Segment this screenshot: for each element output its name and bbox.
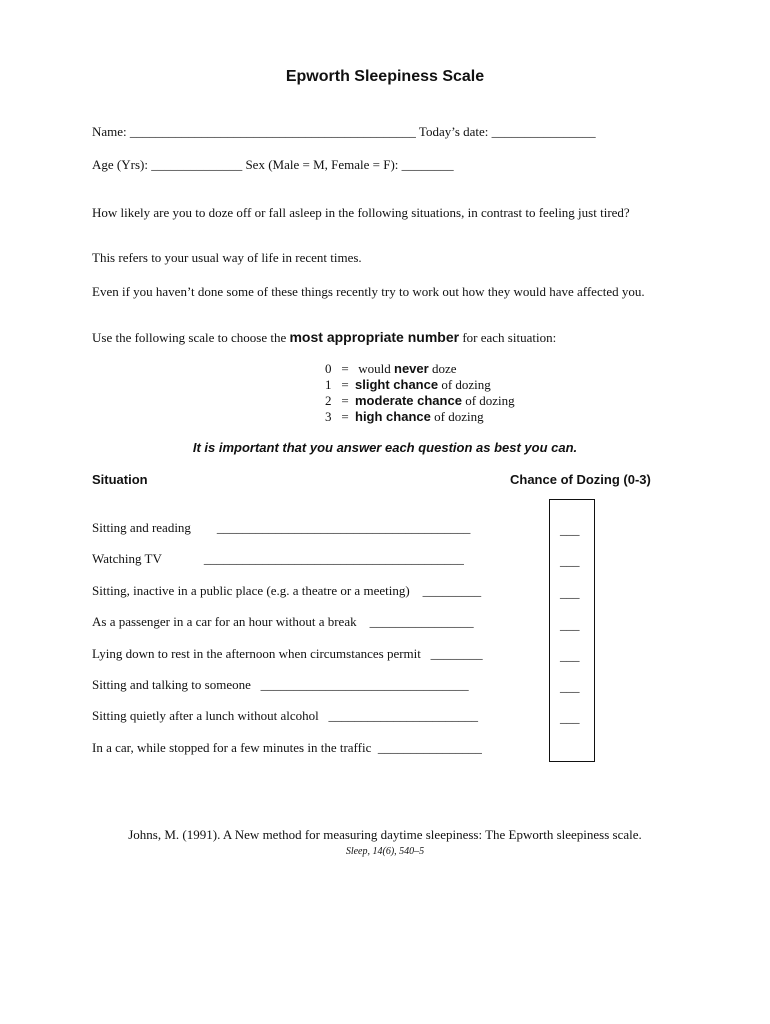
situation-item: Sitting and reading _______________________________________: [92, 520, 471, 535]
instruction-scale-tail: for each situation:: [459, 330, 557, 345]
scale-equals: =: [341, 409, 349, 424]
situation-item: Watching TV ________________________________________: [92, 551, 464, 566]
instruction-usual-life: This refers to your usual way of life in recent times.: [92, 250, 362, 265]
situation-item: Sitting, inactive in a public place (e.g. a theatre or a meeting) _________: [92, 583, 482, 598]
scale-row-1: [325, 377, 491, 393]
scale-number: 3: [325, 409, 332, 424]
instruction-scale: [92, 329, 556, 346]
scale-row-0: [325, 361, 457, 377]
scale-suffix: of dozing: [438, 377, 491, 392]
scale-number: 2: [325, 393, 332, 408]
instruction-not-done: Even if you haven’t done some of these things recently try to work out how they would have affected you.: [92, 284, 645, 299]
scale-number: 0: [325, 361, 332, 376]
age-sex-line: Age (Yrs): ______________ Sex (Male = M, Female = F): ________: [92, 157, 454, 172]
instruction-likelihood: How likely are you to doze off or fall asleep in the following situations, in contrast to feeling just tired?: [92, 205, 630, 220]
score-field[interactable]: ___: [560, 585, 580, 600]
scale-emphasis: high chance: [355, 409, 431, 424]
scale-row-2: [325, 393, 515, 409]
score-field[interactable]: ___: [560, 522, 580, 537]
scale-emphasis: never: [394, 361, 429, 376]
reference-citation: Johns, M. (1991). A New method for measuring daytime sleepiness: The Epworth sleepiness scale.: [128, 827, 642, 842]
instruction-scale-emphasis: most appropriate number: [289, 329, 460, 345]
reference-source: Sleep, 14(6), 540–5: [345, 846, 425, 857]
scale-suffix: doze: [428, 361, 457, 376]
score-field[interactable]: ___: [560, 553, 580, 568]
scale-equals: =: [341, 377, 349, 392]
situation-item: Lying down to rest in the afternoon when circumstances permit ________: [92, 646, 483, 661]
scale-emphasis: slight chance: [355, 377, 439, 392]
name-date-line: Name: ____________________________________________ Today’s date: ________________: [92, 124, 596, 139]
page-title: Epworth Sleepiness Scale: [285, 68, 485, 85]
scale-prefix: would: [355, 361, 394, 376]
scale-suffix: of dozing: [430, 409, 484, 424]
scale-emphasis: moderate chance: [355, 393, 462, 408]
instruction-scale-text: Use the following scale to choose the: [92, 330, 290, 345]
score-field[interactable]: ___: [560, 617, 580, 632]
score-field[interactable]: ___: [560, 679, 580, 694]
important-note: It is important that you answer each question as best you can.: [192, 440, 578, 455]
situation-item: Sitting and talking to someone ________________________________: [92, 677, 469, 692]
score-field[interactable]: ___: [560, 710, 580, 725]
situation-item: As a passenger in a car for an hour without a break ________________: [92, 614, 474, 629]
situation-header: Situation: [92, 472, 148, 487]
scale-row-3: [325, 409, 484, 425]
score-field[interactable]: ___: [560, 648, 580, 663]
scale-number: 1: [325, 377, 332, 392]
chance-header: Chance of Dozing (0-3): [510, 472, 651, 487]
situation-item: Sitting quietly after a lunch without alcohol _______________________: [92, 708, 478, 723]
scale-equals: =: [341, 361, 349, 376]
situation-item: In a car, while stopped for a few minutes in the traffic ________________: [92, 740, 482, 755]
scale-equals: =: [341, 393, 349, 408]
scale-suffix: of dozing: [461, 393, 515, 408]
